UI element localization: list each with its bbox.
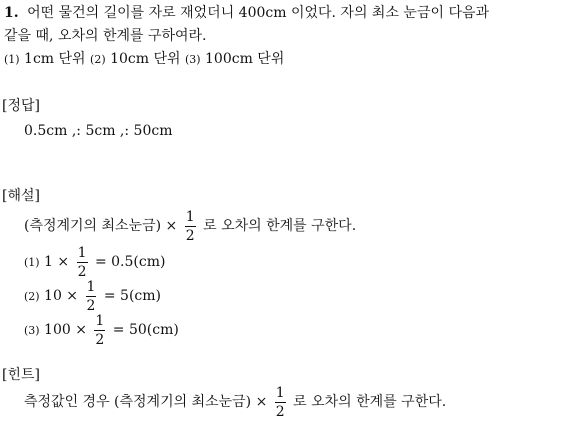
hint-fraction — [275, 386, 286, 419]
explanation-main-before: (측정계기의 최소눈금) — [24, 218, 162, 234]
choice-text-2: 10cm 단위 — [110, 51, 181, 67]
choice-marker-2: (2) — [90, 53, 106, 66]
step-fraction-2-numerator: 1 — [86, 278, 96, 295]
step-before-3: 100 × — [44, 322, 87, 338]
step-marker-2: (2) — [24, 290, 40, 303]
step-fraction-3-denominator: 2 — [95, 331, 105, 348]
hint-before: 측정값인 경우 (측정계기의 최소눈금) — [24, 394, 252, 410]
question-text-1: 어떤 물건의 길이를 자로 재었더니 400cm 이었다. 자의 최소 눈금이 다음과 — [27, 5, 490, 21]
explanation-step-3 — [24, 313, 179, 348]
step-fraction-1-numerator: 1 — [77, 244, 87, 261]
step-fraction-3-numerator: 1 — [95, 312, 105, 329]
step-before-2: 10 × — [44, 288, 79, 304]
hint-fraction-denominator: 2 — [275, 403, 285, 420]
fraction-numerator: 1 — [185, 208, 195, 225]
explanation-step-1 — [24, 245, 165, 280]
answer-header: [정답] — [2, 98, 40, 114]
question-line-1 — [4, 4, 489, 22]
choice-marker-3: (3) — [184, 53, 201, 66]
choice-text-3: 100cm 단위 — [205, 51, 285, 67]
hint-fraction-numerator: 1 — [275, 384, 285, 401]
hint-header: [힌트] — [2, 367, 40, 383]
step-fraction-1 — [77, 246, 88, 279]
step-after-2: = 5(cm) — [103, 288, 162, 304]
step-marker-3: (3) — [24, 324, 40, 337]
question-text-2: 같을 때, 오차의 한계를 구하여라. — [4, 28, 207, 44]
explanation-main-after: 로 오차의 한계를 구한다. — [203, 218, 357, 234]
hint-times: × — [255, 394, 268, 410]
explanation-step-2 — [24, 279, 161, 314]
answer-text: 0.5cm ,: 5cm ,: 50cm — [24, 123, 173, 139]
question-number: 1. — [4, 5, 19, 21]
hint-text — [24, 384, 446, 420]
explanation-header: [해설] — [2, 188, 40, 204]
step-fraction-3 — [94, 314, 105, 347]
step-after-1: = 0.5(cm) — [94, 254, 166, 270]
hint-after: 로 오차의 한계를 구한다. — [293, 394, 447, 410]
explanation-main — [24, 208, 356, 244]
choice-marker-1: (1) — [4, 53, 20, 66]
step-fraction-1-denominator: 2 — [77, 263, 87, 280]
step-before-1: 1 × — [44, 254, 70, 270]
question-choices — [4, 50, 284, 69]
fraction-denominator: 2 — [185, 227, 195, 244]
explanation-times: × — [165, 218, 178, 234]
choice-text-1: 1cm 단위 — [24, 51, 86, 67]
question-line-2 — [4, 27, 207, 45]
explanation-fraction — [185, 210, 196, 243]
step-marker-1: (1) — [24, 256, 40, 269]
step-after-3: = 50(cm) — [112, 322, 179, 338]
step-fraction-2-denominator: 2 — [86, 297, 96, 314]
step-fraction-2 — [86, 280, 97, 313]
